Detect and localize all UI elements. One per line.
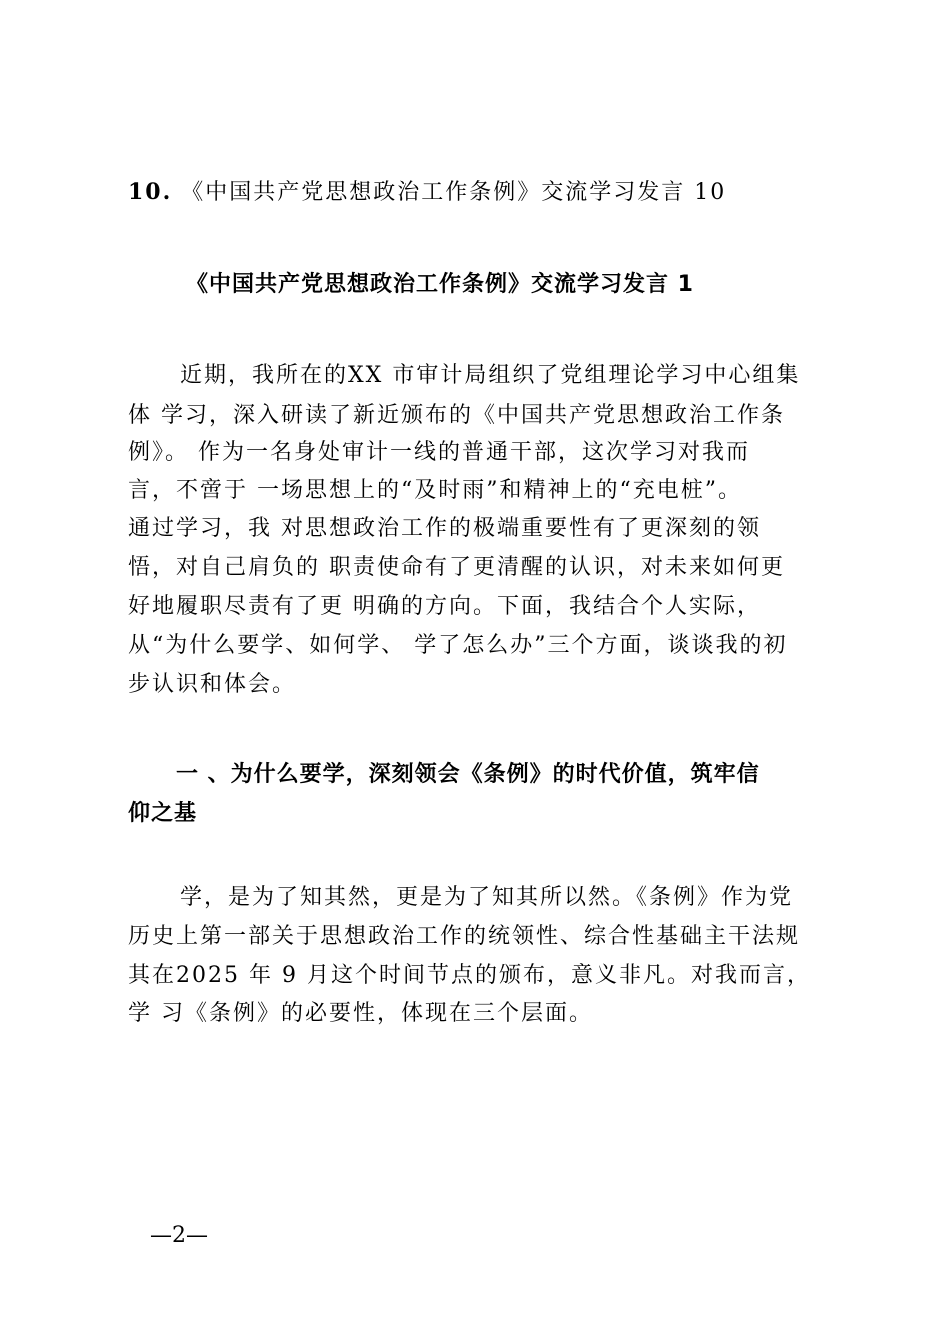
paragraph2-line: 历史上第一部关于思想政治工作的统领性、综合性基础主干法规 — [128, 924, 801, 949]
toc-entry — [128, 177, 726, 208]
document-title: 《中国共产党思想政治工作条例》交流学习发言 1 — [186, 272, 694, 297]
paragraph1-line: 悟，对自己肩负的 职责使命有了更清醒的认识，对未来如何更 — [128, 555, 785, 580]
paragraph2-line: 学，是为了知其然，更是为了知其所以然。《条例》作为党 — [180, 885, 794, 910]
paragraph1-line: 步认识和体会。 — [128, 672, 297, 697]
paragraph2-line: 其在2025 年 9 月这个时间节点的颁布，意义非凡。对我而言， — [128, 963, 811, 988]
page-number: —2— — [150, 1223, 208, 1248]
section-heading-line: 仰之基 — [128, 801, 198, 826]
paragraph1-line: 体 学习，深入研读了新近颁布的《中国共产党思想政治工作条 — [128, 403, 785, 428]
paragraph1-line: 言，不啻于 一场思想上的“及时雨”和精神上的“充电桩”。 — [128, 478, 742, 503]
paragraph2-line: 学 习《条例》的必要性，体现在三个层面。 — [128, 1001, 593, 1026]
toc-number: 10. — [128, 179, 173, 205]
toc-text: 《中国共产党思想政治工作条例》交流学习发言 10 — [181, 180, 727, 205]
section-heading-line: 一 、为什么要学，深刻领会《条例》的时代价值，筑牢信 — [176, 762, 760, 787]
paragraph1-line: 例》。 作为一名身处审计一线的普通干部，这次学习对我而 — [128, 440, 750, 465]
paragraph1-line: 好地履职尽责有了更 明确的方向。下面，我结合个人实际， — [128, 594, 761, 619]
paragraph1-line: 近期，我所在的XX 市审计局组织了党组理论学习中心组集 — [180, 363, 801, 388]
paragraph1-line: 通过学习，我 对思想政治工作的极端重要性有了更深刻的领 — [128, 516, 761, 541]
paragraph1-line: 从“为什么要学、如何学、 学了怎么办”三个方面，谈谈我的初 — [128, 633, 788, 658]
